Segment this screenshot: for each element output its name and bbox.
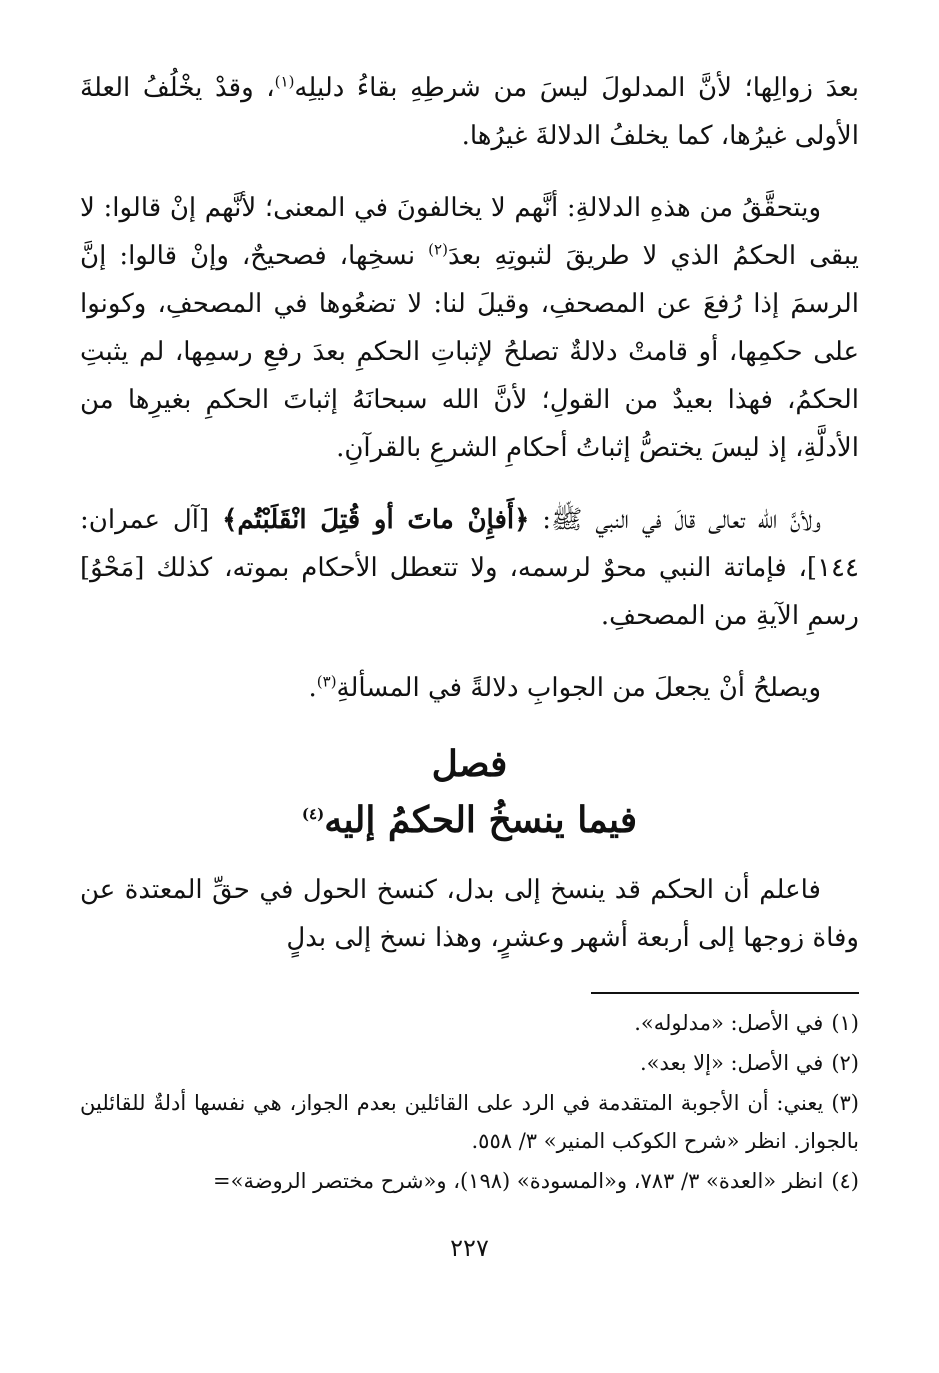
footnote-3 — [80, 1084, 859, 1160]
page-number: ٢٢٧ — [450, 1234, 489, 1262]
footnote-3-text: يعني: أن الأجوبة المتقدمة في الرد على القائلين بعدم الجواز، هي نفسها أدلةٌ للقائلين بالجواز. انظر «شرح الكوكب المنير» ٣/ ٥٥٨. — [80, 1091, 859, 1153]
footnote-separator — [591, 992, 859, 994]
paragraph-1-text: بعدَ زوالِها؛ لأنَّ المدلولَ ليسَ من شرطِهِ بقاءُ دليلِه — [294, 73, 859, 103]
section-subtitle-text: فيما ينسخُ الحكمُ إليه — [324, 799, 638, 841]
paragraph-1-text-after: ، وقدْ يخْلُفُ العلةَ الأولى غيرُها، كما يخلفُ الدلالةَ غيرُها. — [80, 73, 859, 151]
paragraph-2-text-after: نسخِها، فصحيحٌ، وإنْ قالوا: إنَّ الرسمَ إذا رُفعَ عن المصحفِ، وقيلَ لنا: لا تضعُوها في المصحفِ، وكونوا على حكمِها، أو قامتْ دلالةٌ تصلحُ لإثباتِ الحكمِ بعدَ رفعِ رسمِها، لم يثبتِ الحكمُ، فهذا بعيدٌ من القولِ؛ لأنَّ الله سبحانَهُ إثباتَ الحكمِ بغيرِها من الأدلَّةِ، إذ ليسَ يختصُّ إثباتُ أحكامِ الشرعِ بالقرآنِ. — [80, 241, 860, 463]
footnote-ref-4[interactable]: (٤) — [301, 805, 325, 823]
paragraph-2 — [80, 184, 859, 472]
footnote-1-number: (١) — [831, 1011, 859, 1035]
footnote-4-text: انظر «العدة» ٣/ ٧٨٣، و«المسودة» (١٩٨)، و«شرح مختصر الروضة»= — [213, 1169, 824, 1193]
paragraph-1 — [80, 64, 859, 160]
section-title: فصل — [431, 743, 508, 785]
paragraph-5 — [80, 866, 859, 962]
section-subtitle — [80, 792, 859, 848]
paragraph-4-text-after: . — [308, 673, 317, 703]
paragraph-3-text-after: [آل عمران: ١٤٤]، فإماتة النبي محوٌ لرسمه، ولا تتعطل الأحكام بموته، كذلك [مَحْوُ] رسمِ الآيةِ من المصحفِ. — [80, 505, 859, 631]
quran-verse: ﴿أَفإِنْ ماتَ أو قُتِلَ انْقَلَبْتُم﴾ — [222, 505, 530, 535]
footnote-1 — [80, 1004, 859, 1042]
footnote-3-number: (٣) — [831, 1091, 859, 1115]
paragraph-3-text: ولأنَّ الله تعالى قالَ في النبي ﷺ: — [529, 505, 821, 535]
footnote-2-number: (٢) — [831, 1051, 859, 1075]
footnote-2 — [80, 1044, 859, 1082]
footnote-4 — [80, 1162, 859, 1200]
footnote-ref-1[interactable]: (١) — [274, 72, 295, 91]
paragraph-4 — [80, 664, 859, 712]
paragraph-4-text: ويصلحُ أنْ يجعلَ من الجوابِ دلالةً في المسألةِ — [336, 673, 821, 703]
footnote-ref-2[interactable]: (٢) — [428, 240, 448, 259]
paragraph-5-text: فاعلم أن الحكم قد ينسخ إلى بدل، كنسخ الحول في حقِّ المعتدة عن وفاة زوجها إلى أربعة أشهر وعشرٍ، وهذا نسخ إلى بدلٍ — [80, 875, 859, 953]
footnote-1-text: في الأصل: «مدلوله». — [634, 1011, 824, 1035]
footnote-2-text: في الأصل: «إلا بعد». — [639, 1051, 824, 1075]
paragraph-2-text: ويتحقَّقُ من هذهِ الدلالةِ: أنَّهم لا يخالفونَ في المعنى؛ لأنَّهم إنْ قالوا: لا يبقى الحكمُ الذي لا طريقَ لثبوتِهِ بعدَ — [80, 193, 859, 271]
paragraph-3 — [80, 496, 859, 640]
footnote-ref-3[interactable]: (٣) — [316, 672, 337, 691]
footnote-4-number: (٤) — [831, 1169, 859, 1193]
